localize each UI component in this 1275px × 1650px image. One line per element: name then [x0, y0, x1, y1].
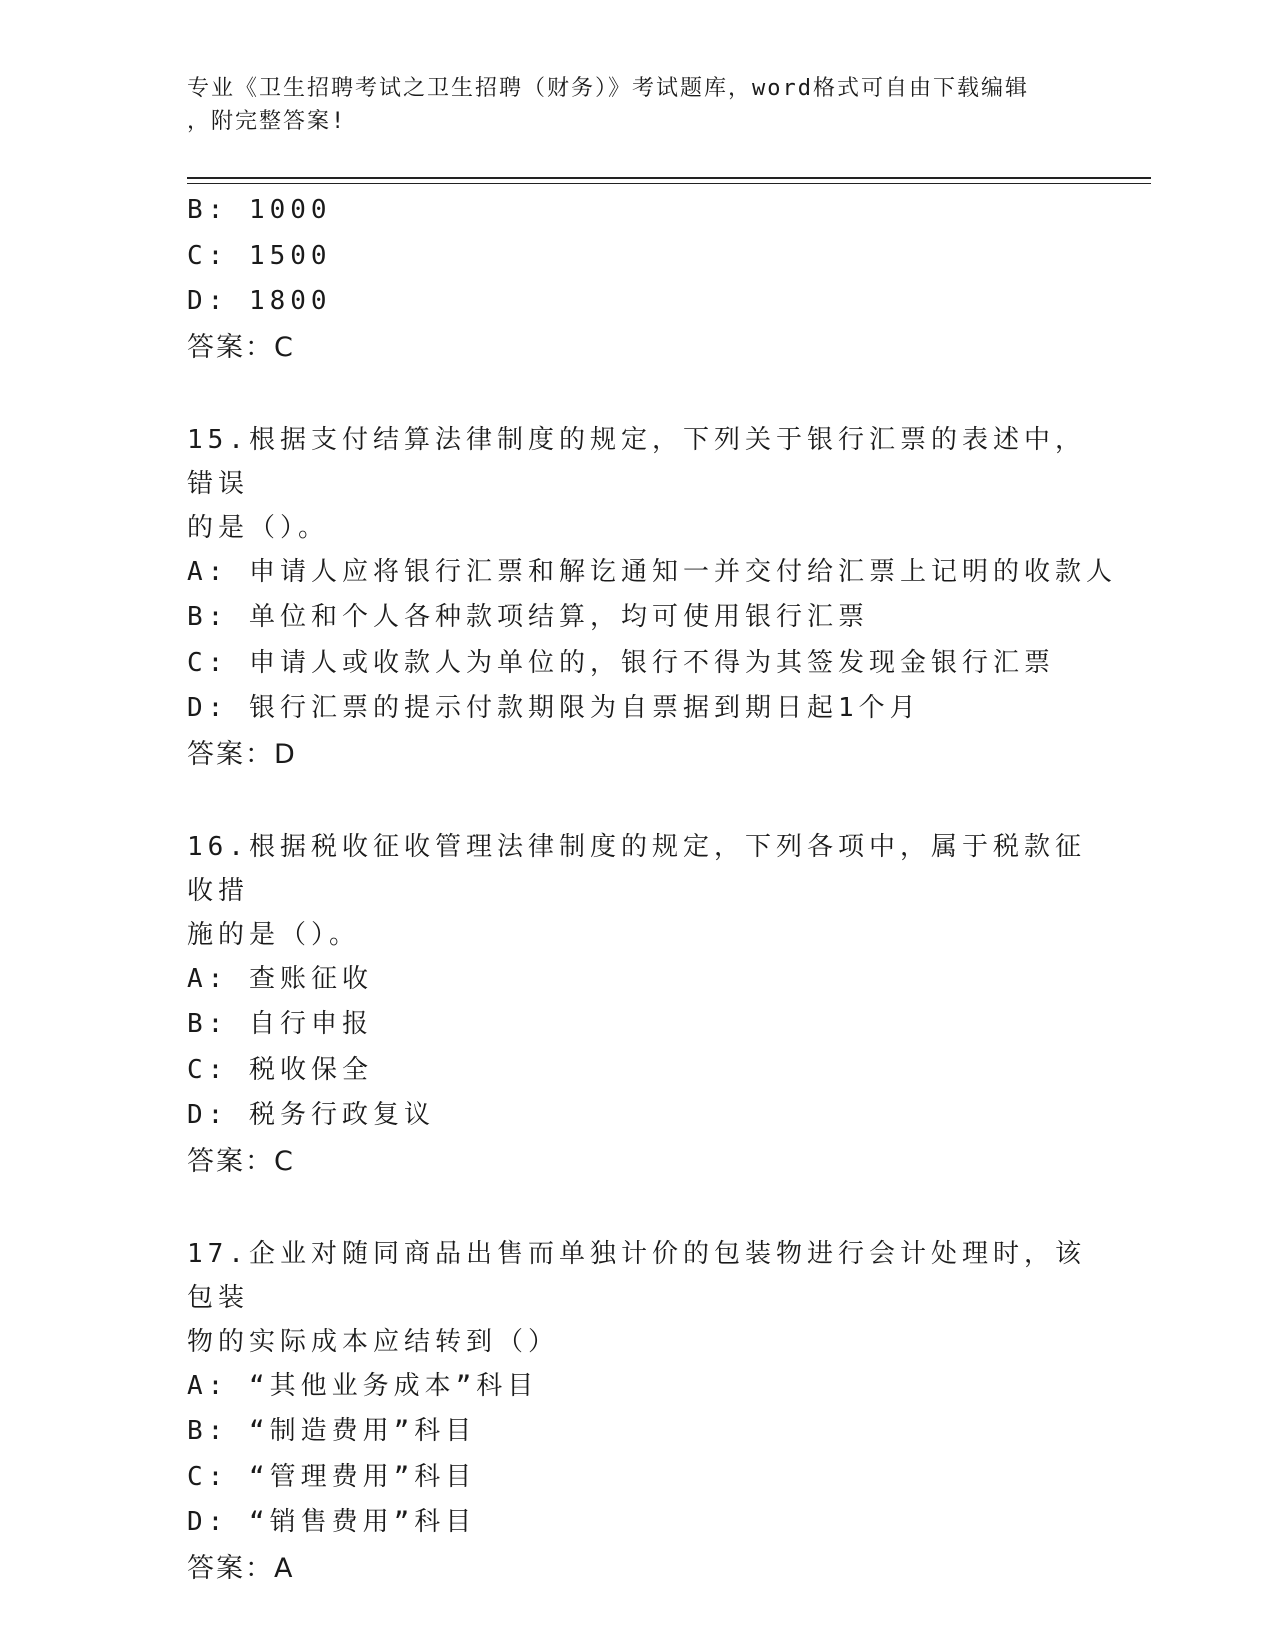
- option-c: C: “管理费用”科目: [187, 1461, 477, 1492]
- option-a: A: “其他业务成本”科目: [187, 1370, 539, 1401]
- answer: 答案：A: [187, 1552, 295, 1584]
- question-14: [187, 188, 1087, 370]
- option-a: A: 查账征收: [187, 963, 373, 994]
- spacer: [187, 370, 1087, 418]
- question-text-line-1: 17.企业对随同商品出售而单独计价的包装物进行会计处理时，该包装: [187, 1238, 1086, 1313]
- page-header: [187, 72, 1067, 138]
- answer: 答案：C: [187, 331, 295, 363]
- option-c: C: 1500: [187, 240, 332, 271]
- option-a: A: 申请人应将银行汇票和解讫通知一并交付给汇票上记明的收款人: [187, 556, 1117, 587]
- option-c: C: 税收保全: [187, 1054, 373, 1085]
- question-text-line-2: 的是（）。: [187, 512, 330, 543]
- question-text-line-1: 15.根据支付结算法律制度的规定，下列关于银行汇票的表述中，错误: [187, 424, 1086, 499]
- answer: 答案：C: [187, 1145, 295, 1177]
- option-b: B: 1000: [187, 195, 332, 225]
- spacer: [187, 1184, 1087, 1232]
- question-15: [187, 418, 1117, 777]
- spacer: [187, 777, 1087, 825]
- header-line-2: ，附完整答案!: [187, 109, 347, 134]
- question-text-line-1: 16.根据税收征收管理法律制度的规定，下列各项中，属于税款征收措: [187, 831, 1086, 906]
- option-d: D: 1800: [187, 286, 332, 316]
- header-divider: [187, 177, 1151, 184]
- question-16: [187, 825, 1087, 1184]
- header-line-1: 专业《卫生招聘考试之卫生招聘（财务）》考试题库，word格式可自由下载编辑: [187, 76, 1029, 101]
- option-d: D: 税务行政复议: [187, 1100, 435, 1130]
- option-d: D: 银行汇票的提示付款期限为自票据到期日起1个月: [187, 693, 921, 723]
- answer: 答案：D: [187, 738, 297, 770]
- question-text-line-2: 物的实际成本应结转到（）: [187, 1326, 560, 1357]
- option-b: B: 单位和个人各种款项结算，均可使用银行汇票: [187, 602, 869, 632]
- option-b: B: 自行申报: [187, 1009, 373, 1039]
- option-c: C: 申请人或收款人为单位的，银行不得为其签发现金银行汇票: [187, 647, 1055, 678]
- option-d: D: “销售费用”科目: [187, 1507, 477, 1537]
- question-text-line-2: 施的是（）。: [187, 919, 361, 950]
- question-17: [187, 1232, 1087, 1591]
- question-content: [187, 188, 1117, 1591]
- option-b: B: “制造费用”科目: [187, 1416, 477, 1446]
